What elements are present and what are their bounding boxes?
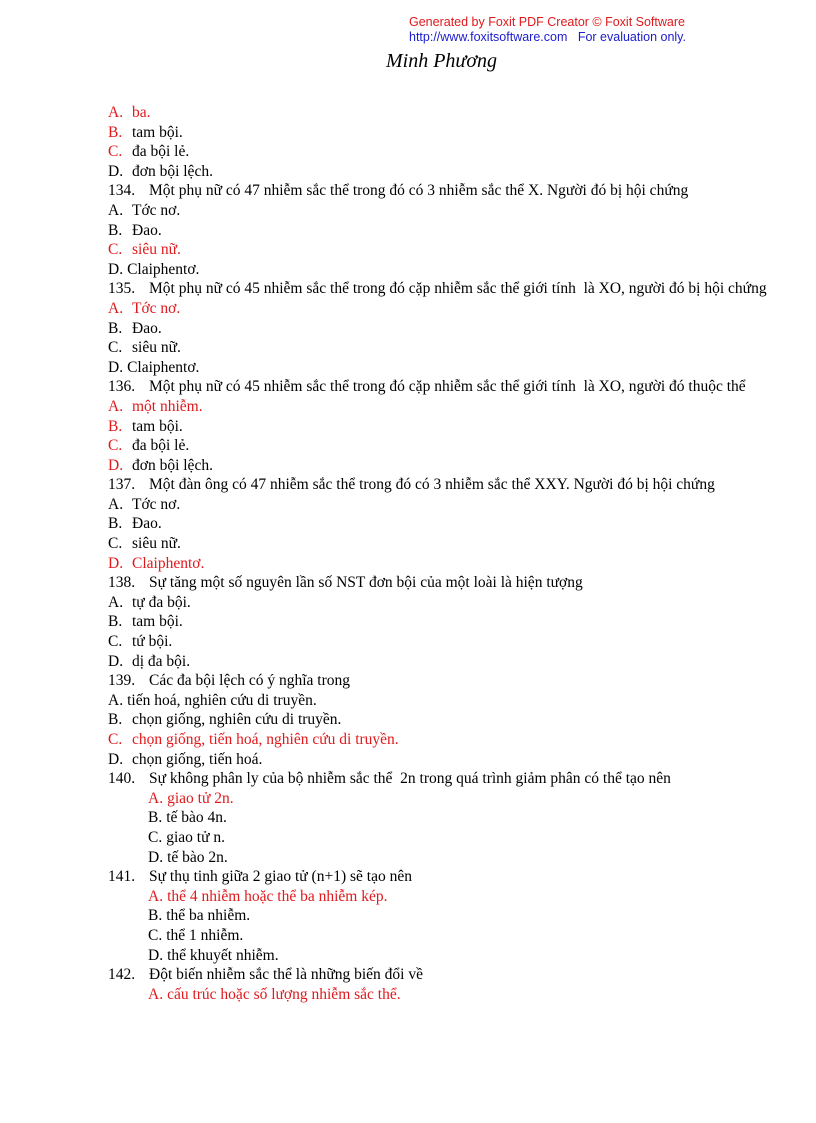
option-text: thể khuyết nhiễm. xyxy=(167,946,279,964)
answer-option xyxy=(108,338,798,358)
option-text: Tớc nơ. xyxy=(132,495,181,513)
option-letter: C. xyxy=(148,828,163,846)
option-letter: A. xyxy=(108,104,124,121)
question-text: Các đa bội lệch có ý nghĩa trong xyxy=(149,672,351,690)
option-letter: C. xyxy=(108,437,123,455)
option-text: tế bào 2n. xyxy=(167,848,228,866)
question-list xyxy=(108,103,798,1004)
question-number: 142. xyxy=(108,966,136,984)
option-text: đa bội lẻ. xyxy=(132,437,190,455)
option-letter: C. xyxy=(108,143,123,161)
answer-option-correct xyxy=(108,887,798,907)
answer-option xyxy=(108,848,798,868)
option-text: thể 4 nhiễm hoặc thể ba nhiễm kép. xyxy=(167,887,388,905)
option-text: đơn bội lệch. xyxy=(132,162,213,180)
option-text: Tớc nơ. xyxy=(132,299,181,317)
option-letter: D. xyxy=(108,750,124,768)
option-letter: B. xyxy=(108,221,123,239)
answer-option xyxy=(108,691,798,711)
question-number: 138. xyxy=(108,574,136,592)
option-text: siêu nữ. xyxy=(132,339,181,357)
option-letter: C. xyxy=(108,241,123,259)
option-text: thể 1 nhiễm. xyxy=(166,926,244,944)
option-letter: B. xyxy=(108,123,123,141)
question-text: Một phụ nữ có 45 nhiễm sắc thể trong đó cặp nhiễm sắc thể giới tính là XO, người đó bị hội chứng xyxy=(149,280,767,298)
answer-option xyxy=(108,652,798,672)
option-letter: B. xyxy=(148,809,163,827)
option-text: Claiphentơ. xyxy=(127,358,200,376)
answer-option xyxy=(108,750,798,770)
answer-option-correct xyxy=(108,299,798,319)
answer-option xyxy=(108,612,798,632)
page-header-author: Minh Phương xyxy=(386,50,498,72)
question-text: Đột biến nhiễm sắc thể là những biến đổi về xyxy=(149,966,423,984)
option-letter: A. xyxy=(108,495,124,513)
option-letter: D. xyxy=(108,162,124,180)
option-letter: B. xyxy=(108,417,123,435)
option-letter: D. xyxy=(148,848,164,866)
option-text: Đao. xyxy=(132,319,162,337)
watermark-note: For evaluation only. xyxy=(577,30,686,44)
option-text: giao tử 2n. xyxy=(167,789,234,807)
answer-option xyxy=(108,123,798,143)
option-text: tứ bội. xyxy=(132,633,173,651)
option-letter: C. xyxy=(108,633,123,651)
answer-option xyxy=(108,417,798,437)
option-letter: A. xyxy=(108,397,124,415)
option-text: tiến hoá, nghiên cứu di truyền. xyxy=(127,691,317,709)
question-number: 136. xyxy=(108,378,136,396)
question-number: 137. xyxy=(108,476,136,494)
answer-option-correct xyxy=(108,397,798,417)
answer-option xyxy=(108,162,798,182)
answer-option xyxy=(108,358,798,378)
answer-option xyxy=(108,142,798,162)
option-letter: A. xyxy=(148,887,164,905)
option-letter: A. xyxy=(148,985,164,1003)
option-letter: B. xyxy=(108,613,123,631)
question-number: 141. xyxy=(108,868,136,886)
answer-option xyxy=(108,808,798,828)
option-text: tự đa bội. xyxy=(132,593,191,611)
option-text: đơn bội lệch. xyxy=(132,456,213,474)
answer-option xyxy=(108,593,798,613)
answer-option xyxy=(108,436,798,456)
question-text: Sự không phân ly của bộ nhiễm sắc thể 2n trong quá trình giảm phân có thể tạo nên xyxy=(149,770,671,788)
option-letter: C. xyxy=(108,535,123,553)
answer-option xyxy=(108,946,798,966)
answer-option xyxy=(108,201,798,221)
question-line xyxy=(108,867,798,887)
question-line xyxy=(108,965,798,985)
question-number: 139. xyxy=(108,672,136,690)
question-text: Sự tăng một số nguyên lần số NST đơn bội của một loài là hiện tượng xyxy=(149,574,583,592)
question-text: Một phụ nữ có 47 nhiễm sắc thể trong đó có 3 nhiễm sắc thể X. Người đó bị hội chứng xyxy=(149,182,689,200)
question-line xyxy=(108,769,798,789)
answer-option xyxy=(108,828,798,848)
answer-option-correct xyxy=(108,554,798,574)
option-letter: D. xyxy=(108,260,124,278)
option-text: tế bào 4n. xyxy=(166,809,227,827)
option-text: chọn giống, nghiên cứu di truyền. xyxy=(132,711,342,729)
option-letter: D. xyxy=(108,358,124,376)
watermark-url[interactable]: http://www.foxitsoftware.com xyxy=(409,30,568,44)
option-text: tam bội. xyxy=(132,417,183,435)
option-text: chọn giống, tiến hoá. xyxy=(132,750,263,768)
question-number: 140. xyxy=(108,770,136,788)
watermark-line2 xyxy=(409,30,686,45)
option-letter: C. xyxy=(108,339,123,357)
question-number: 135. xyxy=(108,280,136,298)
option-text: chọn giống, tiến hoá, nghiên cứu di truyền. xyxy=(132,731,399,748)
option-letter: B. xyxy=(108,319,123,337)
option-text: siêu nữ. xyxy=(132,241,181,259)
question-text: Một đàn ông có 47 nhiễm sắc thể trong đó có 3 nhiễm sắc thể XXY. Người đó bị hội chứng xyxy=(149,476,715,494)
option-letter: A. xyxy=(108,691,124,709)
option-letter: D. xyxy=(108,554,124,572)
question-text: Một phụ nữ có 45 nhiễm sắc thể trong đó cặp nhiễm sắc thể giới tính là XO, người đó thuộc thể xyxy=(149,378,746,396)
answer-option xyxy=(108,495,798,515)
answer-option xyxy=(108,710,798,730)
question-line xyxy=(108,181,798,201)
answer-option xyxy=(108,632,798,652)
question-number: 134. xyxy=(108,182,136,200)
option-text: một nhiễm. xyxy=(132,397,203,415)
option-text: Claiphentơ. xyxy=(127,260,200,278)
option-text: giao tử n. xyxy=(166,828,225,846)
option-letter: A. xyxy=(108,201,124,219)
answer-option-correct xyxy=(108,730,798,750)
option-letter: B. xyxy=(108,515,123,533)
question-line xyxy=(108,671,798,691)
option-text: cấu trúc hoặc số lượng nhiễm sắc thể. xyxy=(167,985,401,1003)
option-letter: C. xyxy=(148,926,163,944)
answer-option-correct xyxy=(108,789,798,809)
answer-option xyxy=(108,926,798,946)
answer-option xyxy=(108,260,798,280)
answer-option-correct xyxy=(108,240,798,260)
question-line xyxy=(108,573,798,593)
option-letter: A. xyxy=(108,299,124,317)
option-letter: B. xyxy=(108,711,123,729)
option-letter: A. xyxy=(148,789,164,807)
foxit-watermark xyxy=(409,15,686,45)
option-letter: D. xyxy=(108,652,124,670)
option-letter: B. xyxy=(148,907,163,925)
option-letter: D. xyxy=(148,946,164,964)
option-text: Đao. xyxy=(132,221,162,239)
answer-option xyxy=(108,906,798,926)
option-text: ba. xyxy=(132,104,151,121)
question-text: Sự thụ tinh giữa 2 giao tử (n+1) sẽ tạo nên xyxy=(149,868,412,886)
answer-option xyxy=(108,514,798,534)
option-text: đa bội lẻ. xyxy=(132,143,190,161)
option-text: thể ba nhiễm. xyxy=(166,907,251,925)
question-line xyxy=(108,279,798,299)
option-text: siêu nữ. xyxy=(132,535,181,553)
answer-option-correct xyxy=(108,985,798,1005)
question-line xyxy=(108,475,798,495)
option-letter: A. xyxy=(108,593,124,611)
watermark-line1: Generated by Foxit PDF Creator © Foxit Software xyxy=(409,15,685,29)
option-text: dị đa bội. xyxy=(132,652,191,670)
answer-option-correct xyxy=(108,103,798,123)
answer-option xyxy=(108,534,798,554)
answer-option xyxy=(108,456,798,476)
option-text: Claiphentơ. xyxy=(132,554,205,572)
option-text: Đao. xyxy=(132,515,162,533)
option-letter: D. xyxy=(108,456,124,474)
option-text: Tớc nơ. xyxy=(132,201,181,219)
answer-option xyxy=(108,221,798,241)
option-letter: C. xyxy=(108,731,123,748)
answer-option xyxy=(108,319,798,339)
option-text: tam bội. xyxy=(132,613,183,631)
question-line xyxy=(108,377,798,397)
option-text: tam bội. xyxy=(132,123,183,141)
